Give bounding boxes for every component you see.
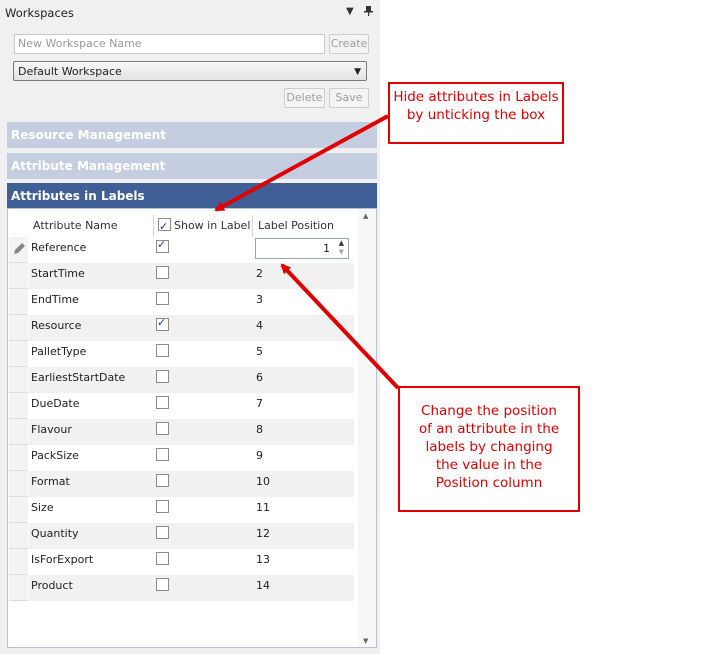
attribute-name-cell: Resource bbox=[31, 319, 82, 332]
attribute-name-cell: Quantity bbox=[31, 527, 79, 540]
label-position-cell[interactable]: 7 bbox=[256, 397, 263, 410]
dropdown-arrow-icon[interactable]: ▼ bbox=[346, 6, 354, 17]
annotation-hide-attributes: Hide attributes in Labels by unticking the box bbox=[388, 82, 564, 144]
attribute-name-cell: IsForExport bbox=[31, 553, 94, 566]
scroll-up-icon[interactable]: ▲ bbox=[363, 212, 369, 220]
attribute-name-cell: EarliestStartDate bbox=[31, 371, 126, 384]
section-attributes-in-labels[interactable]: Attributes in Labels bbox=[7, 183, 377, 209]
increment-icon[interactable]: ▲ bbox=[338, 239, 344, 247]
attribute-name-cell: PackSize bbox=[31, 449, 79, 462]
label-position-cell[interactable]: 2 bbox=[256, 267, 263, 280]
attribute-name-cell: Size bbox=[31, 501, 54, 514]
panel-title: Workspaces bbox=[5, 6, 74, 20]
attribute-name-cell: EndTime bbox=[31, 293, 79, 306]
arrow-to-checkbox-column bbox=[216, 116, 388, 210]
label-position-cell[interactable]: 9 bbox=[256, 449, 263, 462]
attribute-name-cell: PalletType bbox=[31, 345, 87, 358]
scroll-down-icon[interactable]: ▼ bbox=[363, 637, 369, 645]
annotation-change-position: Change the position of an attribute in the labels by changing the value in the Position column bbox=[398, 386, 580, 512]
attribute-name-cell: Product bbox=[31, 579, 73, 592]
section-resource-management[interactable]: Resource Management bbox=[7, 122, 377, 148]
label-position-cell[interactable]: 8 bbox=[256, 423, 263, 436]
section-attribute-management[interactable]: Attribute Management bbox=[7, 153, 377, 179]
attribute-name-cell: Reference bbox=[31, 241, 87, 254]
create-button[interactable]: Create bbox=[329, 34, 369, 54]
label-position-cell[interactable]: 5 bbox=[256, 345, 263, 358]
column-header-show-in-label[interactable]: ✓ Show in Label bbox=[159, 219, 251, 233]
arrow-to-position-column bbox=[282, 265, 398, 388]
column-header-attribute-name[interactable]: Attribute Name bbox=[33, 219, 118, 232]
check-icon: ✓ bbox=[157, 238, 167, 251]
delete-button[interactable]: Delete bbox=[284, 88, 325, 108]
workspace-select-value: Default Workspace bbox=[18, 65, 122, 78]
label-position-cell[interactable]: 13 bbox=[256, 553, 270, 566]
chevron-down-icon: ▼ bbox=[354, 67, 361, 77]
label-position-cell[interactable]: 10 bbox=[256, 475, 270, 488]
check-icon: ✓ bbox=[157, 316, 167, 329]
workspace-name-input[interactable]: New Workspace Name bbox=[14, 34, 325, 54]
label-position-cell[interactable]: 12 bbox=[256, 527, 270, 540]
attribute-name-cell: StartTime bbox=[31, 267, 85, 280]
label-position-cell[interactable]: 6 bbox=[256, 371, 263, 384]
attribute-name-cell: Format bbox=[31, 475, 70, 488]
label-position-value: 1 bbox=[323, 242, 330, 255]
show-all-checkbox[interactable]: ✓ bbox=[158, 218, 171, 231]
label-position-cell[interactable]: 3 bbox=[256, 293, 263, 306]
label-position-cell[interactable]: 14 bbox=[256, 579, 270, 592]
label-position-cell[interactable]: 4 bbox=[256, 319, 263, 332]
label-position-cell[interactable]: 11 bbox=[256, 501, 270, 514]
column-header-label-position[interactable]: Label Position bbox=[258, 219, 335, 232]
attribute-name-cell: Flavour bbox=[31, 423, 72, 436]
decrement-icon[interactable]: ▼ bbox=[338, 248, 344, 256]
attribute-name-cell: DueDate bbox=[31, 397, 80, 410]
save-button[interactable]: Save bbox=[329, 88, 369, 108]
